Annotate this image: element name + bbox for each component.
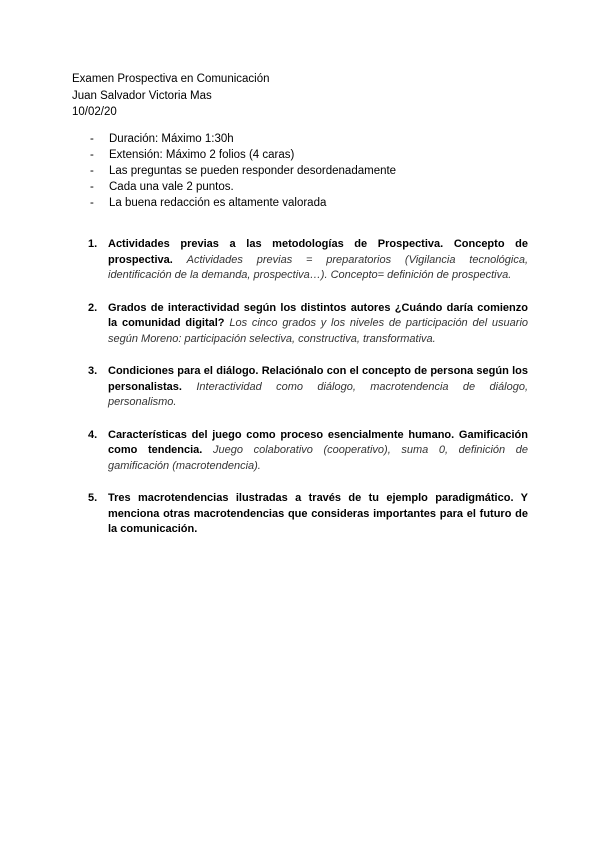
questions-list [88, 237, 528, 555]
question-title: Características del juego como proceso esencialmente humano. Gamificación como tendencia. [108, 428, 528, 456]
question-item [88, 364, 528, 411]
exam-date: 10/02/20 [72, 106, 117, 118]
dash-bullet: - [90, 133, 94, 145]
instruction-item [90, 179, 396, 195]
instruction-item [90, 163, 396, 179]
question-item [88, 237, 528, 284]
dash-bullet: - [90, 197, 94, 209]
question-title: Tres macrotendencias ilustradas a través de tu ejemplo paradigmático. Y menciona otras macrotendencias que consideras importantes para el futuro de la comunicación. [108, 492, 528, 535]
question-note: Los cinco grados y los niveles de participación del usuario según Moreno: participación selectiva, constructiva, transformativa. [108, 317, 529, 345]
question-note: Actividades previas = preparatorios (Vigilancia tecnológica, identificación de la demanda, prospectiva…). Concepto= definición de prospectiva. [108, 253, 529, 281]
document-header [72, 71, 270, 121]
question-item [88, 301, 528, 348]
instruction-text: Cada una vale 2 puntos. [109, 181, 234, 193]
question-note: Interactividad como diálogo, macrotendencia de diálogo, personalismo. [108, 380, 528, 408]
instruction-text: Las preguntas se pueden responder desordenadamente [109, 165, 397, 177]
question-number: 3. [88, 365, 98, 377]
question-title: Condiciones para el diálogo. Relaciónalo con el concepto de persona según los personalistas. [108, 365, 528, 393]
question-number: 1. [88, 238, 98, 250]
dash-bullet: - [90, 149, 94, 161]
dash-bullet: - [90, 181, 94, 193]
dash-bullet: - [90, 165, 94, 177]
instruction-item [90, 147, 396, 163]
exam-title: Examen Prospectiva en Comunicación [72, 73, 270, 85]
instruction-text: La buena redacción es altamente valorada [109, 197, 327, 209]
author-name: Juan Salvador Victoria Mas [72, 89, 212, 102]
instruction-text: Duración: Máximo 1:30h [109, 133, 234, 145]
question-note: Juego colaborativo (cooperativo), suma 0, definición de gamificación (macrotendencia). [108, 444, 529, 472]
question-number: 5. [88, 492, 98, 504]
instruction-item [90, 131, 396, 147]
instructions-list [90, 131, 396, 211]
question-number: 2. [88, 301, 98, 314]
question-title: Actividades previas a las metodologías de Prospectiva. Concepto de prospectiva. [108, 238, 528, 266]
question-item [88, 428, 528, 475]
question-title: Grados de interactividad según los distintos autores ¿Cuándo daría comienzo la comunidad digital? [108, 301, 528, 329]
instruction-text: Extensión: Máximo 2 folios (4 caras) [109, 149, 295, 161]
question-number: 4. [88, 428, 98, 441]
question-item [88, 491, 528, 538]
instruction-item [90, 195, 396, 211]
